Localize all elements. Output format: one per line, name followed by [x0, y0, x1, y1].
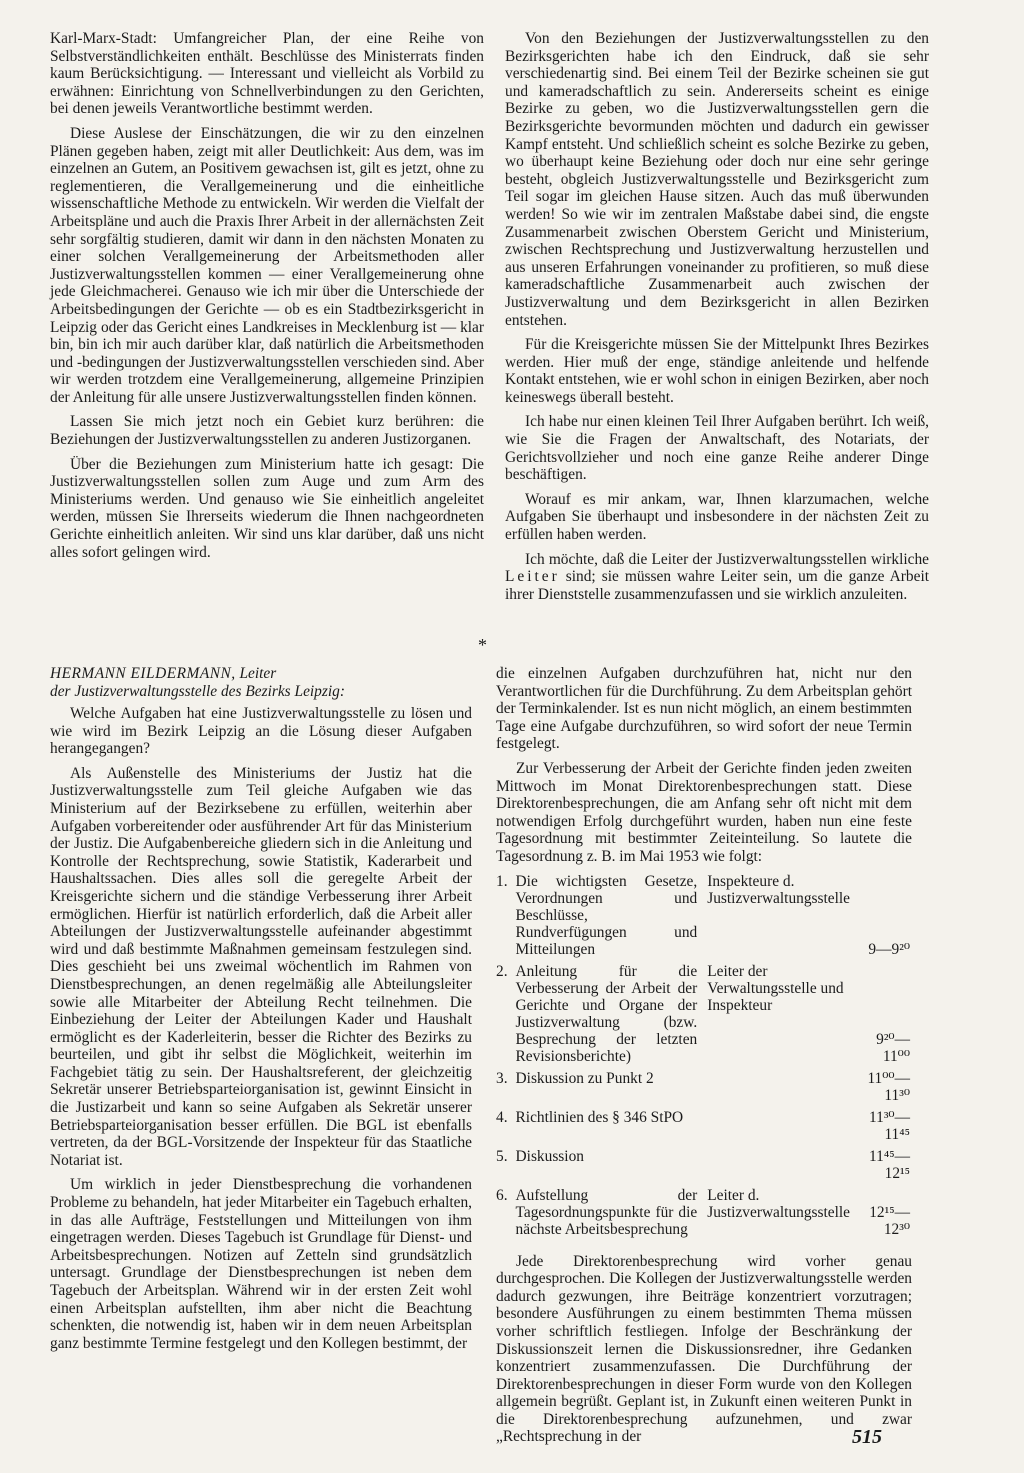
author-affiliation: der Justizverwaltungsstelle des Bezirks Leipzig: — [50, 683, 345, 700]
agenda-time: 9²⁰—11⁰⁰ — [876, 1030, 910, 1065]
agenda-time: 11³⁰—11⁴⁵ — [869, 1108, 910, 1143]
agenda-time: 9—9²⁰ — [868, 940, 910, 958]
agenda-responsible — [707, 1109, 850, 1148]
page-number: 515 — [852, 1426, 882, 1448]
agenda-responsible — [707, 1148, 850, 1187]
paragraph — [505, 551, 929, 604]
paragraph: Karl-Marx-Stadt: Umfangreicher Plan, der eine Reihe von Selbstverständlichkeiten enthält. Beschlüsse des Ministerrats finden kaum Berücksichtigung. — Interessant und vielleicht als Vorbild zu erwähnen: Einrichtung von Schnellverbindungen zu den Gerichten, bei denen jeweils Verantwortliche bestimmt werden. — [50, 30, 484, 118]
agenda-time: 11⁰⁰—11³⁰ — [867, 1069, 910, 1104]
agenda-topic: Diskussion zu Punkt 2 — [515, 1069, 654, 1087]
paragraph: Ich habe nur einen kleinen Teil Ihrer Aufgaben berührt. Ich weiß, wie Sie die Fragen der Anwaltschaft, des Notariats, der Gerichtsvollzieher und noch eine ganze Reihe anderer Dinge beschäftigen. — [505, 413, 929, 484]
agenda-table — [496, 873, 910, 1243]
agenda-number: 4. — [496, 1108, 508, 1126]
emphasized-word: Leiter — [505, 568, 560, 586]
paragraph: Als Außenstelle des Ministeriums der Justiz hat die Justizverwaltungsstelle zum Teil gleiche Aufgaben wie das Ministerium auf der Bezirksebene zu erfüllen, weiterhin aber Aufgaben vorbereitender oder ausführender Art für das Ministerium der Justiz. Die Aufgabenbereiche gliedern sich in die Anleitung und Kontrolle der Rechtsprechung, sowie Statistik, Kaderarbeit und Haushaltssachen. Dies alles soll die geregelte Arbeit der Kreisgerichte sichern und die ständige Verbesserung ihrer Arbeit ermöglichen. Hierfür ist natürlich erforderlich, daß die Arbeit aller Abteilungen der Justizverwaltungsstelle aufeinander abgestimmt wird und daß bestimmte Maßnahmen gemeinsam festzulegen sind. Dies geschieht bei uns zweimal wöchentlich im Rahmen von Dienstbesprechungen, an denen regelmäßig alle Abteilungsleiter sowie alle Mitarbeiter der Abteilung Recht teilnehmen. Die Einbeziehung der Leiter der Abteilungen Kader und Haushalt ermöglicht es der Kaderleiterin, besser die Richter des Bezirks zu beurteilen, und gibt ihr selbst die Möglichkeit, weiterhin im Fachgebiet tätig zu sein. Der Haushaltsreferent, der gleichzeitig Sekretär unserer Betriebsparteiorganisation ist, gewinnt Einsicht in die Justizarbeit und kann so seine Aufgaben als Sekretär unserer Betriebsparteiorganisation besser erfüllen. Die BGL ist ebenfalls vertreten, da der BGL-Vorsitzende der Inspekteur für das Staatliche Notariat ist. — [50, 764, 472, 1169]
agenda-topic: Die wichtigsten Gesetze, Verordnungen und Beschlüsse, Rundverfügungen und Mitteilungen — [515, 872, 698, 958]
agenda-number: 1. — [496, 872, 508, 890]
paragraph: Welche Aufgaben hat eine Justizverwaltungsstelle zu lösen und wie wird im Bezirk Leipzig an die Lösung dieser Aufgaben herangegangen? — [50, 705, 472, 758]
author-byline — [50, 665, 472, 701]
paragraph: Lassen Sie mich jetzt noch ein Gebiet kurz berühren: die Beziehungen der Justizverwaltungsstellen zu anderen Justizorganen. — [50, 413, 484, 449]
agenda-topic: Diskussion — [515, 1147, 584, 1165]
paragraph: Jede Direktorenbesprechung wird vorher genau durchgesprochen. Die Kollegen der Justizverwaltungsstelle werden dadurch gezwungen, ihre Beiträge konzentriert vorzutragen; besondere Ausführungen zu einem bestimmten Thema müssen vorher schriftlich festliegen. Infolge der Beschränkung der Diskussionszeit lernen die Diskussionsredner, ihre Gedanken konzentriert zusammenzufassen. Die Durchführung der Direktorenbesprechungen in dieser Form wurde von den Kollegen allgemein begrüßt. Geplant ist, in Zukunft einen weiteren Punkt in die Direktorenbesprechung aufzunehmen, und zwar „Rechtsprechung in der — [496, 1252, 912, 1446]
table-row — [496, 873, 910, 963]
column-bottom-right — [496, 665, 912, 1453]
paragraph: die einzelnen Aufgaben durchzuführen hat, nicht nur den Verantwortlichen für die Durchführung. Zu dem Arbeitsplan gehört der Terminkalender. Ist es nun nicht möglich, an einem bestimmten Tage eine Aufgabe durchzuführen, so wird sofort der neue Termin festgelegt. — [496, 665, 912, 753]
paragraph: Diese Auslese der Einschätzungen, die wir zu den einzelnen Plänen gegeben haben, zeigt mit aller Deutlichkeit: Aus dem, was im einzelnen an Gutem, an Positivem gewachsen ist, gilt es jetzt, ohne zu reglementieren, die Verallgemeinerung und die einheitliche wissenschaftliche Methode zu entwickeln. Wir werden die Vielfalt der Arbeitspläne und auch die Praxis Ihrer Arbeit in der allernächsten Zeit sehr sorgfältig studieren, damit wir dann in den nächsten Monaten zu einer solchen Verallgemeinerung der Arbeitsmethoden aller Justizverwaltungsstellen kommen — einer Verallgemeinerung ohne jede Gleichmacherei. Genauso wie ich mir über die Unterschiede der Arbeitsbedingungen der Gerichte — ob es ein Stadtbezirksgericht in Leipzig oder das Gericht eines Landkreises in Mecklenburg ist — klar bin, bin ich mir auch darüber klar, daß natürlich die Arbeitsmethoden und -bedingungen der Justizverwaltungsstellen verschieden sind. Aber wir werden trotzdem eine Verallgemeinerung, allgemeine Prinzipien der Anleitung für alle unsere Justizverwaltungsstellen finden können. — [50, 124, 484, 406]
agenda-number: 3. — [496, 1069, 508, 1087]
table-row — [496, 963, 910, 1070]
paragraph: Worauf es mir ankam, war, Ihnen klarzumachen, welche Aufgaben Sie überhaupt und insbesondere in der nächsten Zeit zu erfüllen haben werden. — [505, 490, 929, 544]
paragraph: Über die Beziehungen zum Ministerium hatte ich gesagt: Die Justizverwaltungsstellen sollen zum Auge und zum Arm des Ministeriums werden. Und genauso wie Sie einheitlich angeleitet werden, müssen Sie Ihrerseits wiederum die Ihnen nachgeordneten Gerichte einheitlich anleiten. Wir sind uns klar darüber, daß uns nicht alles sofort gelingen wird. — [50, 455, 484, 561]
text-run: Ich möchte, daß die Leiter der Justizverwaltungsstellen wirkliche — [525, 550, 929, 568]
table-row — [496, 1070, 910, 1109]
table-row — [496, 1109, 910, 1148]
agenda-responsible: Leiter d. Justizverwaltungsstelle — [707, 1186, 850, 1221]
agenda-responsible — [707, 1070, 850, 1109]
table-row — [496, 1148, 910, 1187]
section-separator: * — [478, 635, 487, 655]
paragraph: Von den Beziehungen der Justizverwaltungsstellen zu den Bezirksgerichten habe ich den Eindruck, daß sie sehr verschiedenartig sind. Bei einem Teil der Bezirke scheinen sie gut und kameradschaftlich zu sein. Andererseits scheint es einige Bezirke zu geben, wo die Justizverwaltungsstellen gern die Bezirksgerichte bevormunden möchten und dadurch ein gewisser Kampf entsteht. Und schließlich scheint es solche Bezirke zu geben, wo überhaupt keine Beziehung oder doch nur eine sehr geringe besteht, obgleich Justizverwaltungsstelle und Bezirksgericht zum Teil sogar im gleichen Hause sitzen. Auch das muß überwunden werden! So wie wir im zentralen Maßstabe dabei sind, die engste Zusammenarbeit zwischen Oberstem Gericht und Ministerium, zwischen Rechtsprechung und Justizverwaltung herzustellen und aus unseren Erfahrungen voneinander zu profitieren, so muß diese kameradschaftliche Zusammenarbeit auch zwischen der Justizverwaltung und dem Bezirksgericht in allen Bezirken entstehen. — [505, 30, 929, 329]
agenda-number: 5. — [496, 1147, 508, 1165]
paragraph: Zur Verbesserung der Arbeit der Gerichte finden jeden zweiten Mittwoch im Monat Direktorenbesprechungen statt. Diese Direktorenbesprechungen, die am Anfang sehr oft nicht mit dem notwendigen Erfolg durchgeführt wurden, haben nun eine feste Tagesordnung mit bestimmter Zeiteinteilung. So lautete die Tagesordnung z. B. im Mai 1953 wie folgt: — [496, 759, 912, 865]
paragraph: Für die Kreisgerichte müssen Sie der Mittelpunkt Ihres Bezirkes werden. Hier muß der enge, ständige anleitende und helfende Kontakt entstehen, wie er wohl schon in einigen Bezirken, aber noch keineswegs überall besteht. — [505, 336, 929, 406]
agenda-time: 11⁴⁵—12¹⁵ — [869, 1147, 910, 1182]
agenda-responsible: Inspekteure d. Justizverwaltungsstelle — [707, 872, 850, 907]
agenda-time: 12¹⁵—12³⁰ — [869, 1203, 910, 1238]
agenda-topic: Richtlinien des § 346 StPO — [515, 1108, 684, 1126]
author-name: HERMANN EILDERMANN, — [50, 665, 236, 682]
agenda-responsible: Leiter der Verwaltungsstelle und Inspekteur — [707, 962, 844, 1014]
column-bottom-left — [50, 665, 472, 1359]
table-row — [496, 1187, 910, 1243]
column-top-left — [50, 30, 484, 568]
agenda-number: 6. — [496, 1186, 508, 1204]
agenda-topic: Aufstellung der Tagesordnungspunkte für die nächste Arbeitsbesprechung — [515, 1186, 698, 1238]
paragraph: Um wirklich in jeder Dienstbesprechung die vorhandenen Probleme zu behandeln, hat jeder Mitarbeiter ein Tagebuch erhalten, in das alle Aufträge, Feststellungen und Mitteilungen von ihm eingetragen werden. Dieses Tagebuch ist Grundlage für Dienst- und Arbeitsbesprechungen. Notizen auf Zetteln sind grundsätzlich untersagt. Grundlage der Dienstbesprechungen ist neben dem Tagebuch der Arbeitsplan. Während wir in der ersten Zeit wohl einen Arbeitsplan aufstellten, ihm aber nicht die Beachtung schenkten, die notwendig ist, haben wir in dem neuen Arbeitsplan ganz bestimmte Termine festgelegt und den Kollegen bestimmt, der — [50, 1176, 472, 1352]
author-role: Leiter — [235, 665, 277, 682]
agenda-topic: Anleitung für die Verbesserung der Arbeit der Gerichte und Organe der Justizverwaltung (bzw. Besprechung der letzten Revisionsberichte) — [515, 962, 698, 1065]
agenda-number: 2. — [496, 962, 508, 980]
text-run: sind; sie müssen wahre Leiter sein, um die ganze Arbeit ihrer Dienststelle zusammenzufassen und sie wirklich anzuleiten. — [505, 568, 929, 603]
column-top-right — [505, 30, 929, 610]
